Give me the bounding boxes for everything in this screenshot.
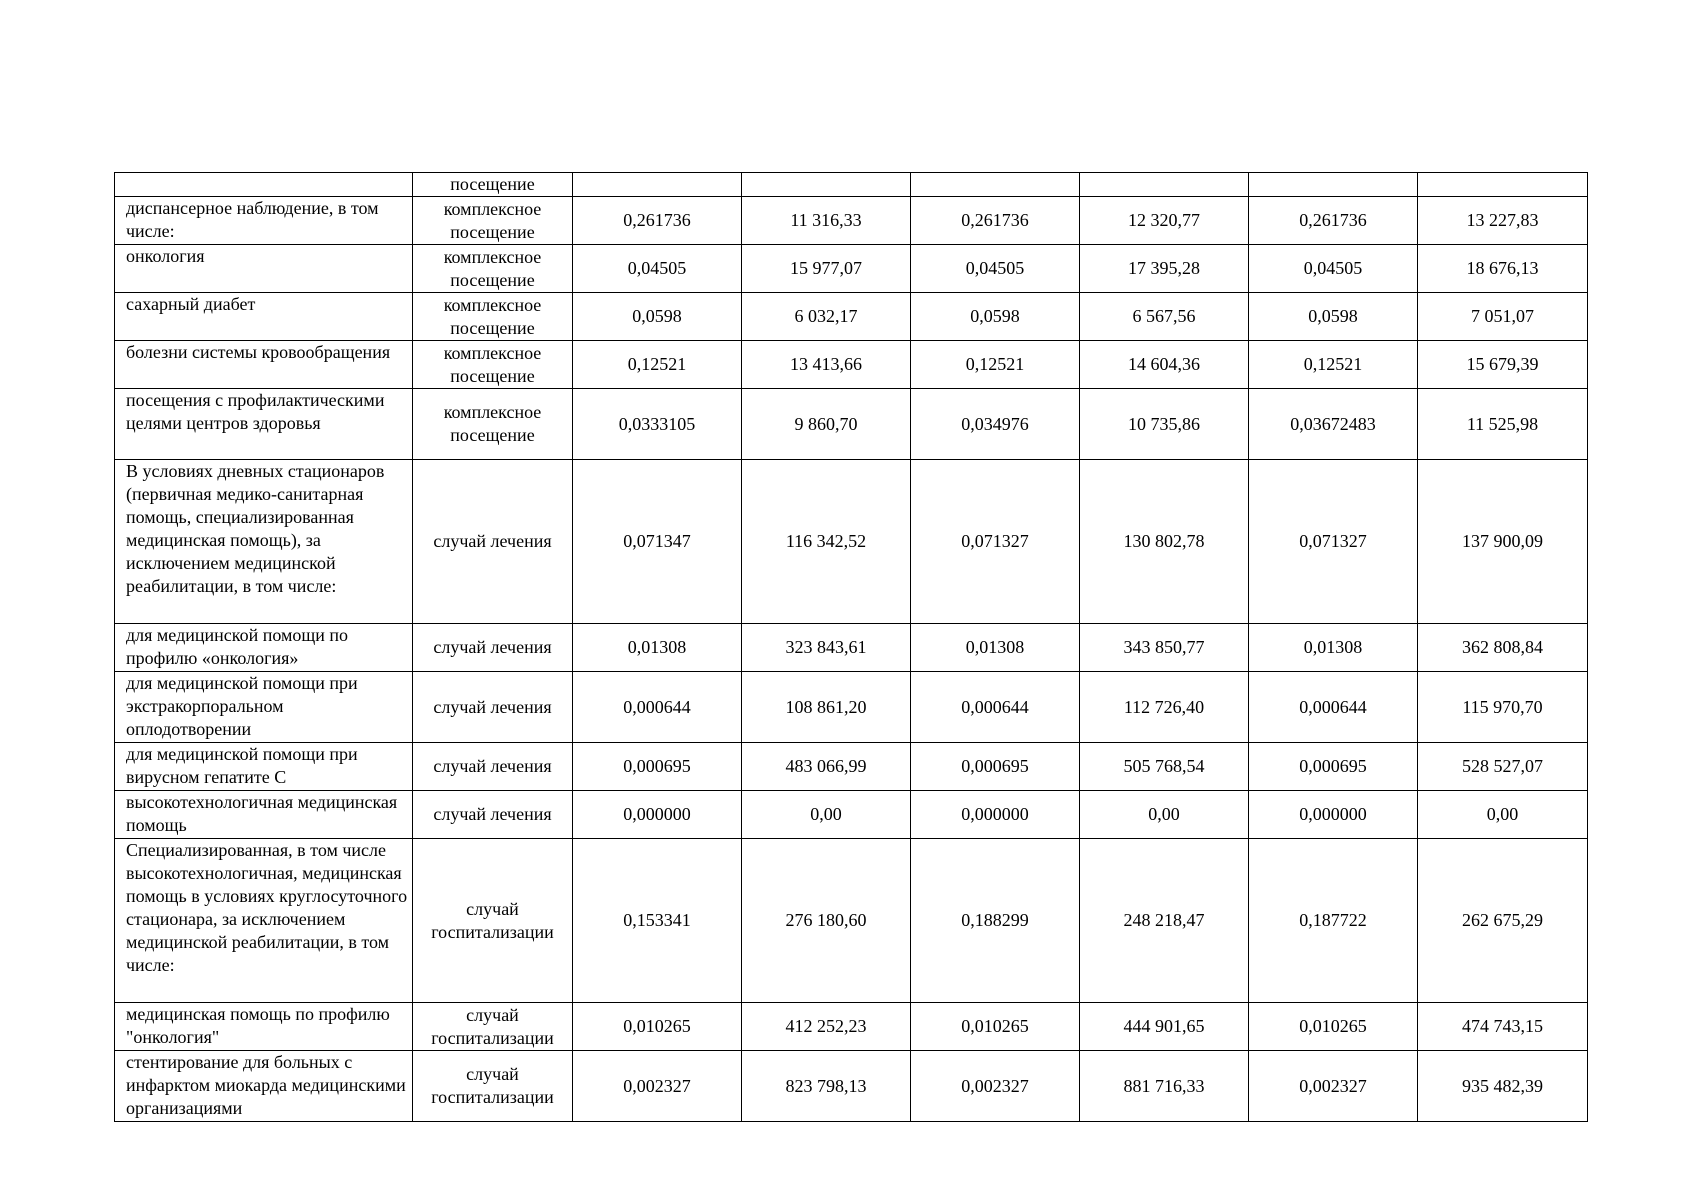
table-row xyxy=(115,341,1588,389)
table-row xyxy=(115,293,1588,341)
cell-value: 262 675,29 xyxy=(1418,839,1588,1003)
cell-value: 362 808,84 xyxy=(1418,624,1588,672)
cell-value: 0,12521 xyxy=(911,341,1080,389)
cell-value: 6 567,56 xyxy=(1080,293,1249,341)
cell-unit: случай лечения xyxy=(413,460,573,624)
cell-value: 17 395,28 xyxy=(1080,245,1249,293)
cell-value: 115 970,70 xyxy=(1418,672,1588,743)
cell-value: 0,000000 xyxy=(911,791,1080,839)
cell-value xyxy=(742,173,911,197)
cell-value: 823 798,13 xyxy=(742,1051,911,1122)
cell-value: 474 743,15 xyxy=(1418,1003,1588,1051)
cell-value: 15 977,07 xyxy=(742,245,911,293)
cell-value: 0,0598 xyxy=(573,293,742,341)
cell-value: 0,010265 xyxy=(1249,1003,1418,1051)
cell-unit: случай лечения xyxy=(413,791,573,839)
cell-name: посещения с профилактическими целями центров здоровья xyxy=(115,389,413,460)
cell-value: 0,03672483 xyxy=(1249,389,1418,460)
cell-value: 0,000695 xyxy=(573,743,742,791)
cell-value: 0,010265 xyxy=(573,1003,742,1051)
cell-value: 444 901,65 xyxy=(1080,1003,1249,1051)
cell-value: 13 413,66 xyxy=(742,341,911,389)
cell-value: 0,071347 xyxy=(573,460,742,624)
cell-unit: случай лечения xyxy=(413,743,573,791)
cell-value: 0,0598 xyxy=(911,293,1080,341)
cell-value xyxy=(1418,173,1588,197)
cell-value: 0,000644 xyxy=(1249,672,1418,743)
cell-value: 0,261736 xyxy=(911,197,1080,245)
cell-unit: комплексное посещение xyxy=(413,245,573,293)
cell-value: 0,188299 xyxy=(911,839,1080,1003)
cell-value: 0,071327 xyxy=(1249,460,1418,624)
cell-value: 0,12521 xyxy=(573,341,742,389)
table-row xyxy=(115,1003,1588,1051)
cell-unit: комплексное посещение xyxy=(413,341,573,389)
cell-name: стентирование для больных с инфарктом миокарда медицинскими организациями xyxy=(115,1051,413,1122)
cell-value: 137 900,09 xyxy=(1418,460,1588,624)
table-row xyxy=(115,460,1588,624)
cell-name: Специализированная, в том числе высокотехнологичная, медицинская помощь в условиях круглосуточного стационара, за исключением медицинской реабилитации, в том числе: xyxy=(115,839,413,1003)
cell-value: 13 227,83 xyxy=(1418,197,1588,245)
cell-value: 9 860,70 xyxy=(742,389,911,460)
cell-value: 248 218,47 xyxy=(1080,839,1249,1003)
cell-value: 0,261736 xyxy=(573,197,742,245)
cell-value: 116 342,52 xyxy=(742,460,911,624)
cell-value: 14 604,36 xyxy=(1080,341,1249,389)
table-row xyxy=(115,624,1588,672)
cell-unit: случай лечения xyxy=(413,624,573,672)
cell-name: болезни системы кровообращения xyxy=(115,341,413,389)
cell-value: 0,00 xyxy=(1418,791,1588,839)
cell-value: 0,000000 xyxy=(573,791,742,839)
cell-unit: посещение xyxy=(413,173,573,197)
table-row xyxy=(115,791,1588,839)
cell-value: 7 051,07 xyxy=(1418,293,1588,341)
cell-value: 528 527,07 xyxy=(1418,743,1588,791)
cell-name: для медицинской помощи при вирусном гепатите С xyxy=(115,743,413,791)
cell-value: 0,187722 xyxy=(1249,839,1418,1003)
cell-name: диспансерное наблюдение, в том числе: xyxy=(115,197,413,245)
table-row xyxy=(115,245,1588,293)
table-body xyxy=(115,173,1588,1122)
cell-value: 0,000644 xyxy=(573,672,742,743)
cell-unit: случай госпитализации xyxy=(413,1003,573,1051)
cell-unit: случай госпитализации xyxy=(413,839,573,1003)
cell-value: 0,153341 xyxy=(573,839,742,1003)
cell-name: онкология xyxy=(115,245,413,293)
cell-name: В условиях дневных стационаров (первичная медико-санитарная помощь, специализированная медицинская помощь), за исключением медицинской реабилитации, в том числе: xyxy=(115,460,413,624)
cell-name: медицинская помощь по профилю "онкология" xyxy=(115,1003,413,1051)
cell-value: 0,01308 xyxy=(911,624,1080,672)
cell-value: 412 252,23 xyxy=(742,1003,911,1051)
cell-name: для медицинской помощи при экстракорпоральном оплодотворении xyxy=(115,672,413,743)
cell-unit: комплексное посещение xyxy=(413,293,573,341)
cell-value xyxy=(1249,173,1418,197)
cell-value: 0,010265 xyxy=(911,1003,1080,1051)
table-row-top xyxy=(115,173,1588,197)
cell-value: 0,00 xyxy=(1080,791,1249,839)
cell-value: 11 525,98 xyxy=(1418,389,1588,460)
cell-value: 0,261736 xyxy=(1249,197,1418,245)
cell-value: 0,000644 xyxy=(911,672,1080,743)
cell-value: 0,0333105 xyxy=(573,389,742,460)
cell-value: 0,00 xyxy=(742,791,911,839)
cell-value: 0,04505 xyxy=(1249,245,1418,293)
cell-value: 0,04505 xyxy=(573,245,742,293)
cell-value xyxy=(911,173,1080,197)
cell-value: 505 768,54 xyxy=(1080,743,1249,791)
cell-value: 0,000695 xyxy=(911,743,1080,791)
cell-unit: случай лечения xyxy=(413,672,573,743)
cell-value: 935 482,39 xyxy=(1418,1051,1588,1122)
cell-value: 12 320,77 xyxy=(1080,197,1249,245)
cell-value: 343 850,77 xyxy=(1080,624,1249,672)
cell-value: 108 861,20 xyxy=(742,672,911,743)
cell-value: 0,002327 xyxy=(1249,1051,1418,1122)
cell-value: 0,002327 xyxy=(911,1051,1080,1122)
cell-value: 0,0598 xyxy=(1249,293,1418,341)
cell-value: 0,034976 xyxy=(911,389,1080,460)
data-table xyxy=(114,172,1588,1122)
table-row xyxy=(115,197,1588,245)
cell-value: 483 066,99 xyxy=(742,743,911,791)
cell-value: 0,01308 xyxy=(573,624,742,672)
cell-value: 0,002327 xyxy=(573,1051,742,1122)
cell-unit: случай госпитализации xyxy=(413,1051,573,1122)
table-row xyxy=(115,1051,1588,1122)
cell-value: 0,071327 xyxy=(911,460,1080,624)
cell-name: сахарный диабет xyxy=(115,293,413,341)
cell-value: 112 726,40 xyxy=(1080,672,1249,743)
cell-name: для медицинской помощи по профилю «онкология» xyxy=(115,624,413,672)
cell-value: 881 716,33 xyxy=(1080,1051,1249,1122)
table-row xyxy=(115,839,1588,1003)
cell-name xyxy=(115,173,413,197)
cell-name: высокотехнологичная медицинская помощь xyxy=(115,791,413,839)
cell-unit: комплексное посещение xyxy=(413,197,573,245)
cell-value: 11 316,33 xyxy=(742,197,911,245)
cell-value: 0,000695 xyxy=(1249,743,1418,791)
cell-value: 276 180,60 xyxy=(742,839,911,1003)
cell-unit: комплексное посещение xyxy=(413,389,573,460)
cell-value: 18 676,13 xyxy=(1418,245,1588,293)
cell-value: 0,12521 xyxy=(1249,341,1418,389)
cell-value xyxy=(573,173,742,197)
cell-value: 15 679,39 xyxy=(1418,341,1588,389)
cell-value: 10 735,86 xyxy=(1080,389,1249,460)
cell-value: 0,000000 xyxy=(1249,791,1418,839)
cell-value: 0,01308 xyxy=(1249,624,1418,672)
cell-value xyxy=(1080,173,1249,197)
cell-value: 6 032,17 xyxy=(742,293,911,341)
cell-value: 323 843,61 xyxy=(742,624,911,672)
cell-value: 0,04505 xyxy=(911,245,1080,293)
table-row xyxy=(115,743,1588,791)
cell-value: 130 802,78 xyxy=(1080,460,1249,624)
table-row xyxy=(115,672,1588,743)
table-row xyxy=(115,389,1588,460)
